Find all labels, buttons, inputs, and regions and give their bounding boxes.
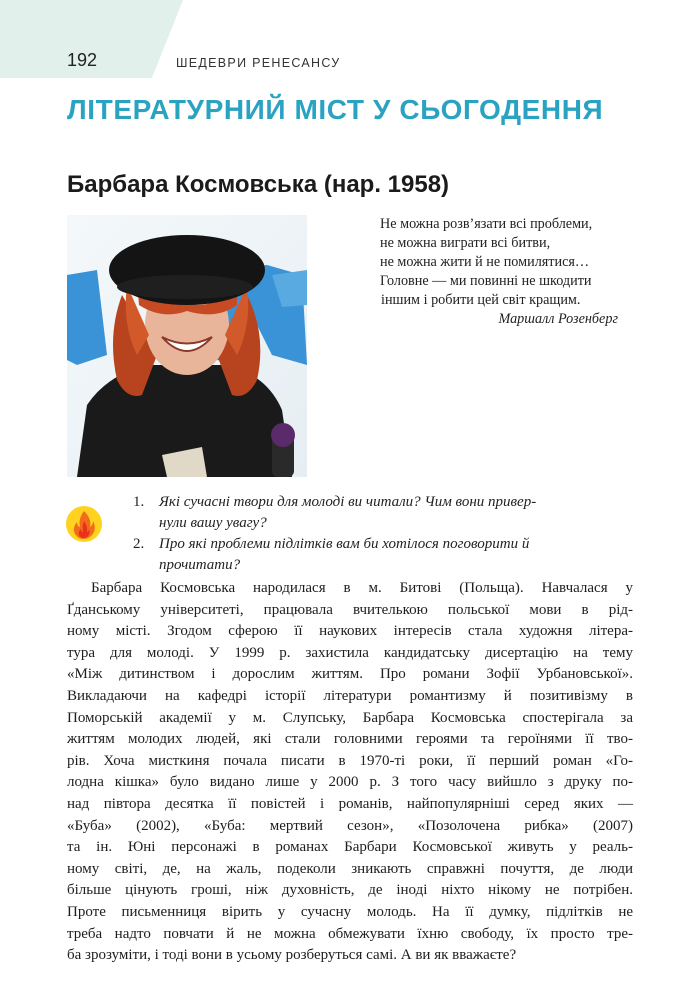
epigraph-attribution: Маршалл Розенберг: [498, 311, 618, 327]
body-line: Проте письменниця вірить у сучасну молодь. На її думку, підлітків не: [67, 903, 633, 920]
author-portrait-photo: [67, 215, 307, 477]
question-line: прочитати?: [159, 557, 241, 573]
epigraph-line: не можна виграти всі битви,: [380, 235, 551, 251]
question-number: 1.: [133, 494, 145, 510]
body-line: «Між дитинством і дорослим життям. Про романи Зофії Урбановської».: [67, 666, 633, 683]
body-line: Ґданському університеті, працювала вчителькою польської мови в рід-: [67, 601, 633, 618]
question-item: [133, 492, 633, 534]
body-line: треба надто повчати й не можна обмежувати їхню свободу, їх просто тре-: [67, 925, 633, 942]
question-line: Які сучасні твори для молоді ви читали? Чим вони привер-: [159, 494, 537, 510]
epigraph-line: не можна жити й не помилятися…: [380, 254, 590, 270]
body-line: «Буба» (2002), «Буба: мертвий сезон», «Позолочена рибка» (2007): [67, 817, 633, 834]
author-heading: Барбара Космовська (нар. 1958): [67, 171, 450, 198]
epigraph-line: Не можна розв’язати всі проблеми,: [380, 216, 593, 232]
body-line: життям молодих людей, які стали головними героями та героїнями її тво-: [67, 731, 633, 748]
body-line: більше цінують гроші, ніж духовність, де іноді ніхто нікому не потрібен.: [67, 882, 633, 899]
biography-text: [67, 578, 633, 967]
body-line: Поморській академії у м. Слупську, Барбара Космовська спостерігала за: [67, 709, 633, 726]
question-number: 2.: [133, 536, 145, 552]
questions-list: [133, 492, 633, 576]
body-line: лодна кішка» було видано лише у 2000 р. З того часу вийшло з друку по-: [67, 774, 633, 791]
body-line: ному світі, де, на жаль, подеколи зникають справжні почуття, де люди: [67, 860, 633, 877]
body-line: рів. Хоча мисткиня почала писати в 1970-ті роки, її перший роман «Го-: [67, 752, 633, 769]
body-line: тура для молоді. У 1999 р. захистила кандидатську дисертацію на тему: [67, 644, 633, 661]
question-line: нули вашу увагу?: [159, 515, 267, 531]
page-number: 192: [67, 50, 98, 70]
epigraph: [380, 215, 630, 329]
body-line: Викладаючи на кафедрі історії літератури романтизму й позитивізму в: [67, 687, 633, 704]
question-line: Про які проблеми підлітків вам би хотілося поговорити й: [159, 536, 530, 552]
chapter-title: ЛІТЕРАТУРНИЙ МІСТ У СЬОГОДЕННЯ: [67, 94, 604, 125]
flame-icon: [65, 505, 103, 543]
body-line: ному місті. Згодом сферою її наукових інтересів стала художня літера-: [67, 623, 633, 640]
section-label: ШЕДЕВРИ РЕНЕСАНСУ: [176, 56, 341, 70]
body-line: ба зрозуміти, і тоді вони в усьому розберуться самі. А ви як вважаєте?: [67, 947, 517, 964]
epigraph-line: Головне — ми повинні не шкодити: [380, 273, 592, 289]
question-item: [133, 534, 633, 576]
body-line: та ін. Юні персонажі в романах Барбари Космовської живуть у реаль-: [67, 839, 633, 856]
epigraph-line: іншим і робити цей світ кращим.: [381, 292, 581, 308]
body-line: Барбара Космовська народилася в м. Битові (Польща). Навчалася у: [91, 580, 633, 596]
body-line: над півтора десятка її повістей і романів, найпопулярніші серед яких —: [67, 795, 633, 812]
